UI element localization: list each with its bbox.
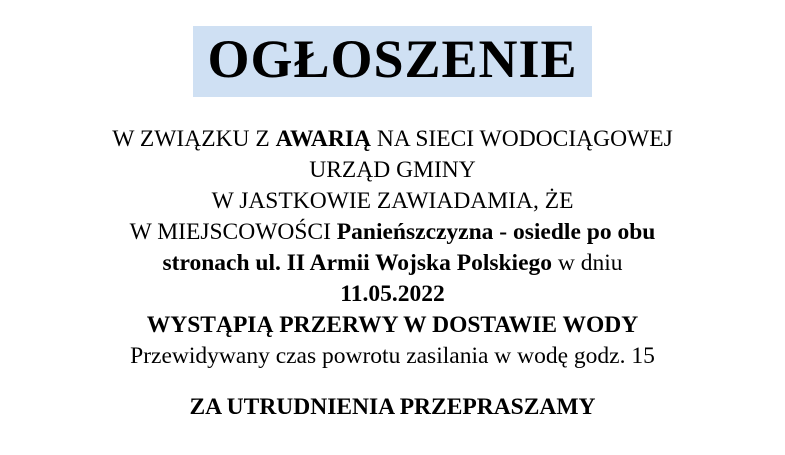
notice-date: 11.05.2022 [340, 281, 445, 307]
notice-line [0, 248, 785, 279]
notice-line [0, 341, 785, 372]
notice-line-prefix: URZĄD GMINY [309, 157, 476, 183]
notice-line-suffix: w dniu [552, 250, 623, 276]
notice-line-bold: stronach ul. II Armii Wojska Polskiego [162, 250, 553, 276]
notice-line [0, 217, 785, 248]
notice-title-container [0, 26, 785, 97]
notice-line-prefix: W JASTKOWIE ZAWIADAMIA, ŻE [211, 188, 574, 214]
notice-line-prefix: Przewidywany czas powrotu zasilania w wodę godz. 15 [130, 343, 655, 369]
notice-line [0, 279, 785, 310]
page-title: OGŁOSZENIE [193, 26, 591, 97]
notice-line-bold: WYSTĄPIĄ PRZERWY W DOSTAWIE WODY [146, 312, 639, 338]
notice-line-bold: AWARIĄ [275, 126, 371, 152]
notice-line [0, 155, 785, 186]
notice-line-prefix: W MIEJSCOWOŚCI [129, 219, 337, 245]
notice-line-prefix: W ZWIĄZKU Z [112, 126, 276, 152]
notice-line [0, 124, 785, 155]
notice-line [0, 310, 785, 341]
notice-line-bold: Panieńszczyzna - osiedle po obu [336, 219, 656, 245]
notice-body [0, 124, 785, 372]
notice-line-suffix: NA SIECI WODOCIĄGOWEJ [370, 126, 673, 152]
notice-footer: ZA UTRUDNIENIA PRZEPRASZAMY [189, 394, 596, 420]
notice-line [0, 186, 785, 217]
